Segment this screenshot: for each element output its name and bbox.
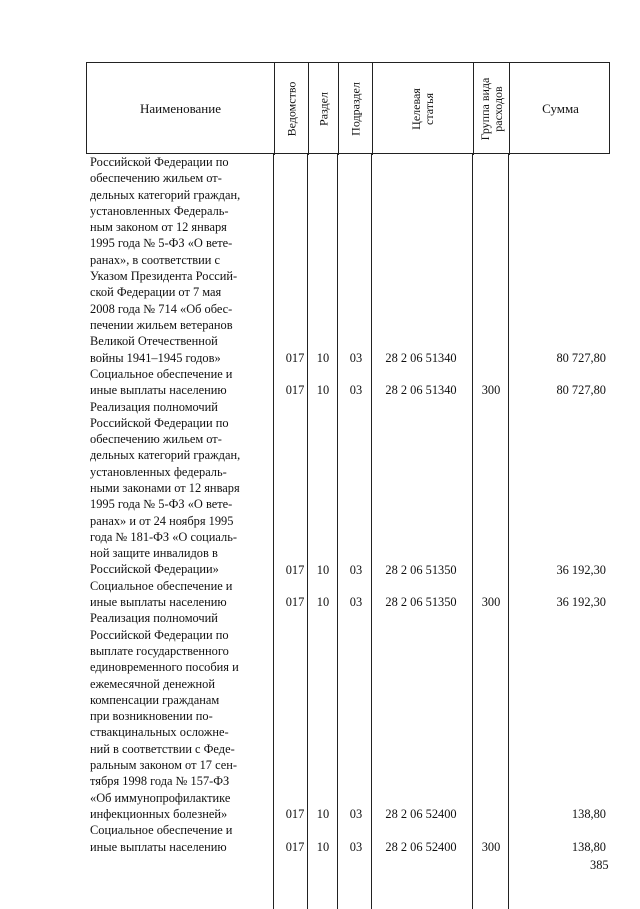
row-target-article: 28 2 06 51350	[385, 562, 457, 577]
row-name-line: года № 181-ФЗ «О социаль-	[90, 529, 238, 544]
page-number: 385	[590, 858, 609, 872]
row-sum: 138,80	[571, 807, 606, 821]
row-section: 10	[316, 562, 330, 577]
row-name-line: ранах», в соответствии с	[90, 252, 220, 267]
row-department: 017	[285, 839, 305, 854]
row-subsection: 03	[349, 595, 363, 610]
column-divider	[371, 154, 372, 909]
row-name-line: обеспечению жильем от-	[90, 432, 222, 447]
row-name-line: Великой Отечественной	[90, 334, 218, 349]
row-name-line: ранах» и от 24 ноября 1995	[90, 513, 234, 528]
row-name-line: инфекционных болезней»	[90, 806, 228, 821]
row-department: 017	[285, 595, 305, 610]
row-name-line: компенсации гражданам	[90, 692, 220, 707]
header-target-article-cell	[372, 63, 473, 155]
row-subsection: 03	[349, 383, 363, 398]
row-subsection: 03	[349, 839, 363, 854]
row-subsection: 03	[349, 807, 363, 821]
row-name-line: Социальное обеспечение и	[90, 366, 233, 381]
row-expense-group: 300	[481, 383, 501, 398]
row-name-line: иные выплаты населению	[90, 383, 227, 398]
row-target-article: 28 2 06 51340	[385, 383, 457, 398]
row-name-line: установленных федераль-	[90, 464, 227, 479]
row-name-line: Российской Федерации по	[90, 627, 229, 642]
row-name-line: Российской Федерации по	[90, 415, 229, 430]
row-name-line: «Об иммунопрофилактике	[90, 790, 231, 805]
header-department-cell	[274, 63, 308, 155]
row-name-line: обеспечению жильем от-	[90, 171, 222, 186]
row-name-line: ральным законом от 17 сен-	[90, 758, 237, 773]
row-name-line: ствакцинальных осложне-	[90, 725, 229, 740]
row-name	[90, 610, 268, 822]
row-sum: 80 727,80	[556, 383, 606, 398]
row-sum: 36 192,30	[556, 562, 606, 577]
row-sum: 138,80	[571, 839, 606, 854]
row-name-line: ными законами от 12 января	[90, 480, 240, 495]
header-name: Наименование	[140, 101, 221, 116]
header-sum: Сумма	[509, 63, 611, 155]
row-name-line: тября 1998 года № 157-ФЗ	[90, 774, 230, 789]
row-target-article: 28 2 06 52400	[385, 807, 457, 821]
row-section: 10	[316, 595, 330, 610]
row-subsection: 03	[349, 562, 363, 577]
row-name-line: войны 1941–1945 годов»	[90, 350, 221, 365]
row-name-line: иные выплаты населению	[90, 839, 227, 854]
row-name-line: ным законом от 12 января	[90, 220, 227, 235]
row-name-line: 2008 года № 714 «Об обес-	[90, 301, 233, 316]
row-name-line: выплате государственного	[90, 643, 229, 658]
row-name-line: Социальное обеспечение и	[90, 578, 233, 593]
column-divider	[307, 154, 308, 909]
row-name-line: ской Федерации от 7 мая	[90, 285, 222, 300]
row-name	[90, 399, 268, 578]
column-divider	[472, 154, 473, 909]
row-name-line: единовременного пособия и	[90, 660, 239, 675]
row-sum: 36 192,30	[556, 595, 606, 610]
row-name-line: установленных Федераль-	[90, 203, 229, 218]
row-name-line: печении жильем ветеранов	[90, 317, 233, 332]
row-sum: 80 727,80	[556, 350, 606, 365]
row-name	[90, 366, 268, 399]
row-name-line: Российской Федерации по	[90, 155, 229, 169]
row-name-line: при возникновении по-	[90, 709, 213, 724]
header-subsection: Подраздел	[348, 82, 362, 136]
row-department: 017	[285, 807, 305, 821]
row-name-line: Социальное обеспечение и	[90, 823, 233, 838]
column-divider	[508, 154, 509, 909]
row-name-line: ежемесячной денежной	[90, 676, 215, 691]
row-section: 10	[316, 350, 330, 365]
row-section: 10	[316, 807, 330, 821]
row-name-line: ний в соответствии с Феде-	[90, 741, 235, 756]
row-name-line: дельных категорий граждан,	[90, 448, 241, 463]
header-expense-group: Группа вида расходов	[477, 77, 505, 141]
table-body	[86, 154, 610, 909]
row-name	[90, 822, 268, 855]
row-expense-group: 300	[481, 595, 501, 610]
row-department: 017	[285, 383, 305, 398]
row-department: 017	[285, 350, 305, 365]
header-section-cell	[308, 63, 338, 155]
header-section: Раздел	[316, 92, 330, 126]
row-target-article: 28 2 06 51350	[385, 595, 457, 610]
row-section: 10	[316, 383, 330, 398]
row-name	[90, 154, 268, 366]
row-name-line: иные выплаты населению	[90, 595, 227, 610]
row-name-line: ной защите инвалидов в	[90, 546, 218, 561]
column-divider	[337, 154, 338, 909]
row-name-line: дельных категорий граждан,	[90, 187, 241, 202]
row-name-line: Российской Федерации»	[90, 562, 219, 577]
header-subsection-cell	[338, 63, 372, 155]
header-department: Ведомство	[284, 81, 298, 137]
row-department: 017	[285, 562, 305, 577]
row-name-line: Указом Президента Россий-	[90, 269, 238, 284]
row-target-article: 28 2 06 52400	[385, 839, 457, 854]
header-expense-group-cell	[473, 63, 509, 155]
header-target-article: Целевая статья	[409, 88, 436, 130]
row-name-line: Реализация полномочий	[90, 611, 218, 626]
row-name-line: Реализация полномочий	[90, 399, 218, 414]
table-header	[86, 62, 610, 154]
row-name	[90, 578, 268, 611]
row-section: 10	[316, 839, 330, 854]
row-expense-group: 300	[481, 839, 501, 854]
column-divider	[273, 154, 274, 909]
row-target-article: 28 2 06 51340	[385, 350, 457, 365]
row-name-line: 1995 года № 5-ФЗ «О вете-	[90, 497, 233, 512]
row-subsection: 03	[349, 350, 363, 365]
row-name-line: 1995 года № 5-ФЗ «О вете-	[90, 236, 233, 251]
